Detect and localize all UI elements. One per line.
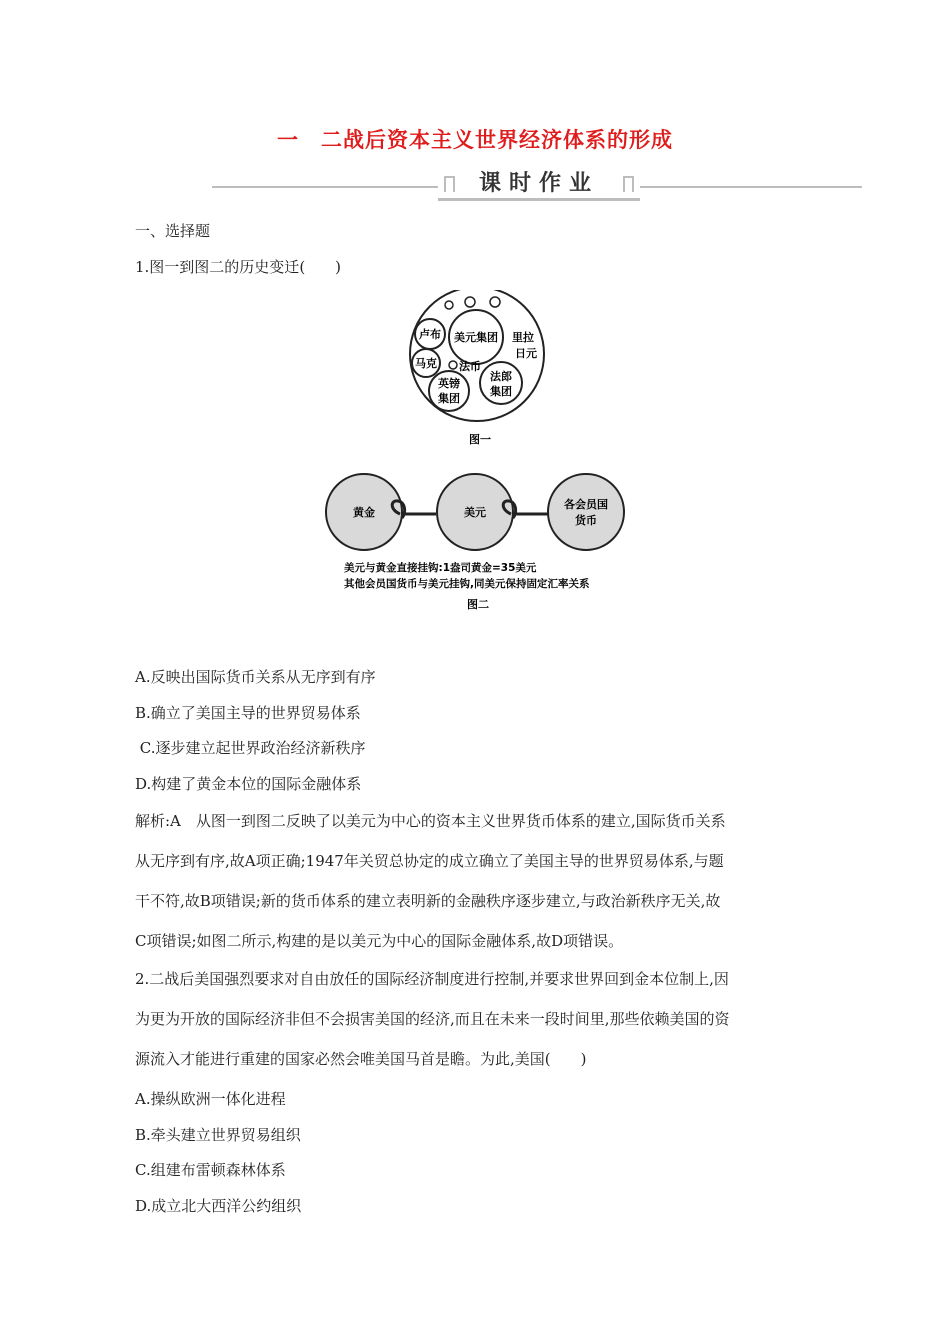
q1-analysis-line: 解析:A 从图一到图二反映了以美元为中心的资本主义世界货币体系的建立,国际货币关系: [135, 812, 726, 830]
question-2-stem: 为更为开放的国际经济非但不会损害美国的经济,而且在未来一段时间里,那些依赖美国的资: [135, 1010, 730, 1028]
q1-option-b: B.确立了美国主导的世界贸易体系: [135, 704, 361, 722]
usd-label: 美元: [464, 506, 486, 519]
member-currency-label: 货币: [575, 514, 597, 527]
franc-bloc-label: 法郎: [490, 370, 512, 383]
q1-analysis-line: 从无序到有序,故A项正确;1947年关贸总协定的成立确立了美国主导的世界贸易体系,与题: [135, 852, 724, 870]
q1-analysis-line: C项错误;如图二所示,构建的是以美元为中心的国际金融体系,故D项错误。: [135, 932, 624, 950]
banner-box: [438, 170, 640, 201]
q1-option-c: C.逐步建立起世界政治经济新秩序: [135, 739, 366, 757]
figure-1-caption: 图一: [469, 433, 491, 446]
question-2-stem: 源流入才能进行重建的国家必然会唯美国马首是瞻。为此,美国( ): [135, 1050, 587, 1068]
ruble-label: 卢布: [419, 328, 441, 341]
gold-label: 黄金: [353, 506, 375, 519]
figure-2-note: 美元与黄金直接挂钩:1盎司黄金=35美元: [344, 562, 537, 574]
usd-bloc-label: 美元集团: [454, 331, 498, 344]
figure-2-note: 其他会员国货币与美元挂钩,同美元保持固定汇率关系: [344, 578, 590, 590]
figure-1: [400, 290, 560, 450]
small-currency-circle: [490, 297, 500, 307]
homework-banner: [212, 170, 862, 200]
sterling-bloc-label: 集团: [438, 392, 460, 405]
q1-analysis-line: 干不符,故B项错误;新的货币体系的建立表明新的金融秩序逐步建立,与政治新秩序无关,故: [135, 892, 721, 910]
page-title: 一 二战后资本主义世界经济体系的形成: [277, 128, 673, 152]
franc-bloc-label: 集团: [490, 385, 512, 398]
small-currency-circle: [445, 301, 453, 309]
q1-option-d: D.构建了黄金本位的国际金融体系: [135, 775, 362, 793]
fabi-label: 法币: [459, 360, 481, 373]
small-currency-circle: [465, 297, 475, 307]
sterling-bloc-label: 英镑: [438, 377, 460, 390]
q2-option-d: D.成立北大西洋公约组织: [135, 1197, 302, 1215]
lira-label: 里拉: [512, 331, 534, 344]
question-2-stem: 2.二战后美国强烈要求对自由放任的国际经济制度进行控制,并要求世界回到金本位制上,因: [135, 970, 729, 988]
banner-label: 课时作业: [478, 171, 599, 196]
banner-rule-left: [212, 186, 438, 188]
q2-option-c: C.组建布雷顿森林体系: [135, 1161, 286, 1179]
question-1-stem: 1.图一到图二的历史变迁( ): [135, 258, 342, 276]
banner-rule-right: [640, 186, 862, 188]
figure-2-caption: 图二: [467, 598, 489, 611]
member-currency-circle: [548, 474, 624, 550]
member-currency-label: 各会员国: [564, 498, 608, 511]
mark-label: 马克: [415, 357, 437, 370]
q2-option-b: B.牵头建立世界贸易组织: [135, 1126, 301, 1144]
q2-option-a: A.操纵欧洲一体化进程: [135, 1090, 286, 1108]
section-heading: 一、选择题: [135, 222, 211, 240]
figure-2: [320, 470, 640, 615]
small-currency-circle: [449, 361, 457, 369]
yen-label: 日元: [515, 347, 537, 360]
q1-option-a: A.反映出国际货币关系从无序到有序: [135, 668, 376, 686]
